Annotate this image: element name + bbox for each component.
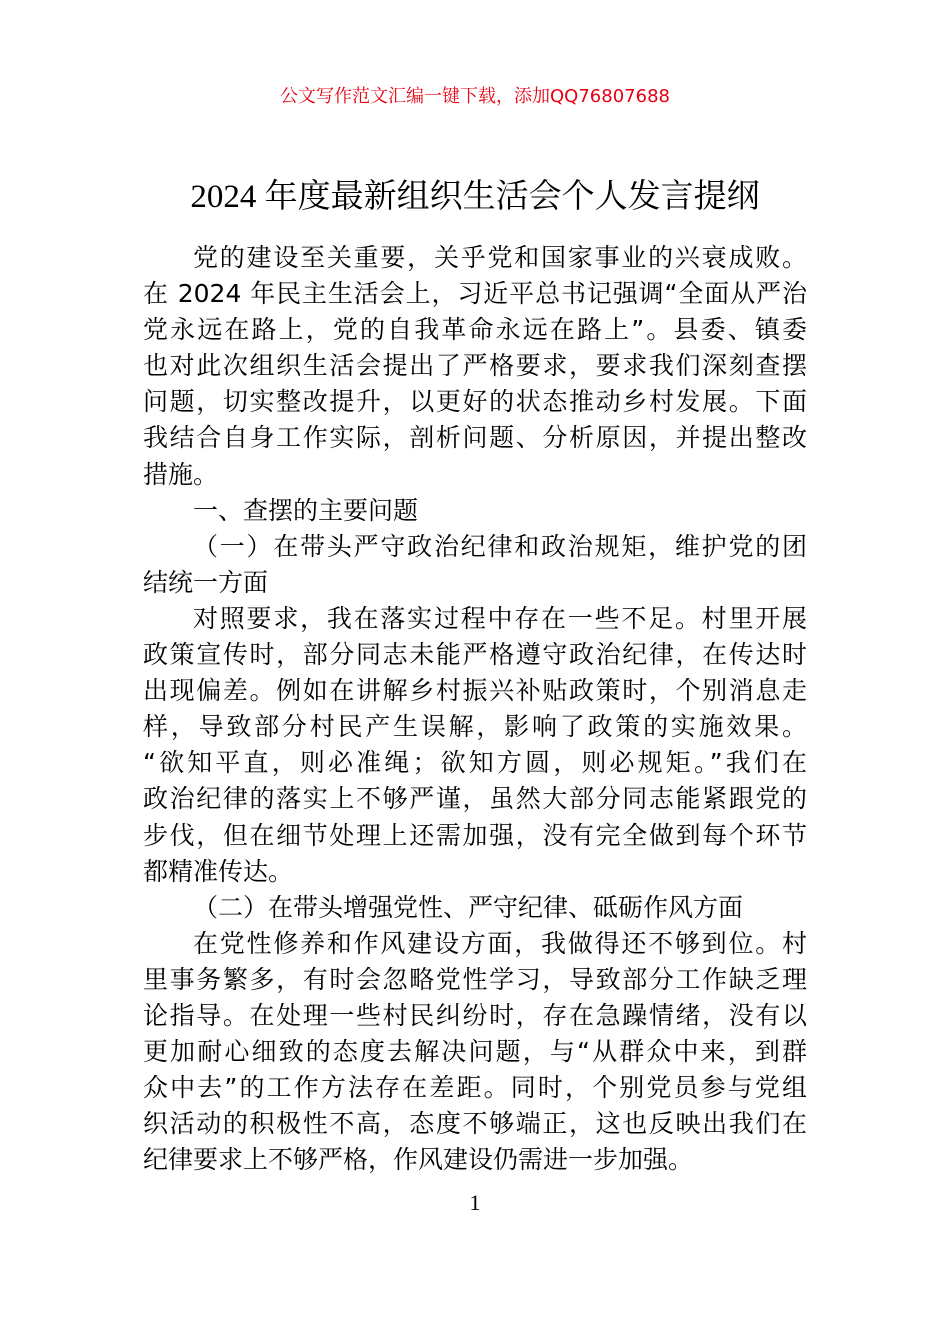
text-line: 在党性修养和作风建设方面，我做得还不够到位。村 — [193, 928, 807, 958]
text-line: 论指导。在处理一些村民纠纷时，存在急躁情绪，没有以 — [143, 1000, 807, 1030]
text-line: 对照要求，我在落实过程中存在一些不足。村里开展 — [193, 603, 807, 633]
text-line: 都精准传达。 — [143, 856, 294, 886]
text-line: 里事务繁多，有时会忽略党性学习，导致部分工作缺乏理 — [143, 964, 807, 994]
paragraph-2 — [143, 926, 807, 1179]
heading-line: （一）在带头严守政治纪律和政治规矩，维护党的团 — [193, 531, 807, 561]
section-heading-1 — [143, 493, 807, 529]
text-line: 步伐，但在细节处理上还需加强，没有完全做到每个环节 — [143, 820, 807, 850]
document-title: 2024 年度最新组织生活会个人发言提纲 — [190, 179, 760, 215]
text-line: 党永远在路上，党的自我革命永远在路上”。县委、镇委 — [143, 315, 807, 345]
heading-line: （二）在带头增强党性、严守纪律、砥砺作风方面 — [193, 892, 744, 922]
heading-line: 一、查摆的主要问题 — [193, 495, 419, 525]
text-line: 党的建设至关重要，关乎党和国家事业的兴衰成败。 — [193, 243, 807, 272]
text-line: 出现偏差。例如在讲解乡村振兴补贴政策时，个别消息走 — [143, 676, 807, 706]
text-line: 也对此次组织生活会提出了严格要求，要求我们深刻查摆 — [143, 351, 807, 381]
text-line: 样，导致部分村民产生误解，影响了政策的实施效果。 — [143, 712, 807, 742]
page-number: 1 — [469, 1190, 481, 1215]
text-line: 纪律要求上不够严格，作风建设仍需进一步加强。 — [143, 1145, 694, 1175]
text-line: “欲知平直，则必准绳；欲知方圆，则必规矩。”我们在 — [143, 748, 807, 778]
document-body — [143, 240, 807, 1178]
text-line: 政策宣传时，部分同志未能严格遵守政治纪律，在传达时 — [143, 640, 807, 670]
paragraph-1 — [143, 601, 807, 890]
text-line: 我结合自身工作实际，剖析问题、分析原因，并提出整改 — [143, 423, 807, 453]
heading-line: 结统一方面 — [143, 567, 269, 597]
text-line: 措施。 — [143, 459, 219, 489]
subsection-heading-2 — [143, 890, 807, 926]
text-line: 在 2024 年民主生活会上，习近平总书记强调“全面从严治 — [143, 279, 807, 309]
text-line: 政治纪律的落实上不够严谨，虽然大部分同志能紧跟党的 — [143, 784, 807, 814]
paragraph-intro — [143, 240, 807, 493]
header-watermark: 公文写作范文汇编一键下载，添加QQ76807688 — [280, 86, 670, 107]
text-line: 更加耐心细致的态度去解决问题，与“从群众中来，到群 — [143, 1037, 807, 1067]
subsection-heading-1 — [143, 529, 807, 601]
text-line: 织活动的积极性不高，态度不够端正，这也反映出我们在 — [143, 1109, 807, 1139]
text-line: 问题，切实整改提升，以更好的状态推动乡村发展。下面 — [143, 387, 807, 417]
text-line: 众中去”的工作方法存在差距。同时，个别党员参与党组 — [143, 1073, 807, 1103]
